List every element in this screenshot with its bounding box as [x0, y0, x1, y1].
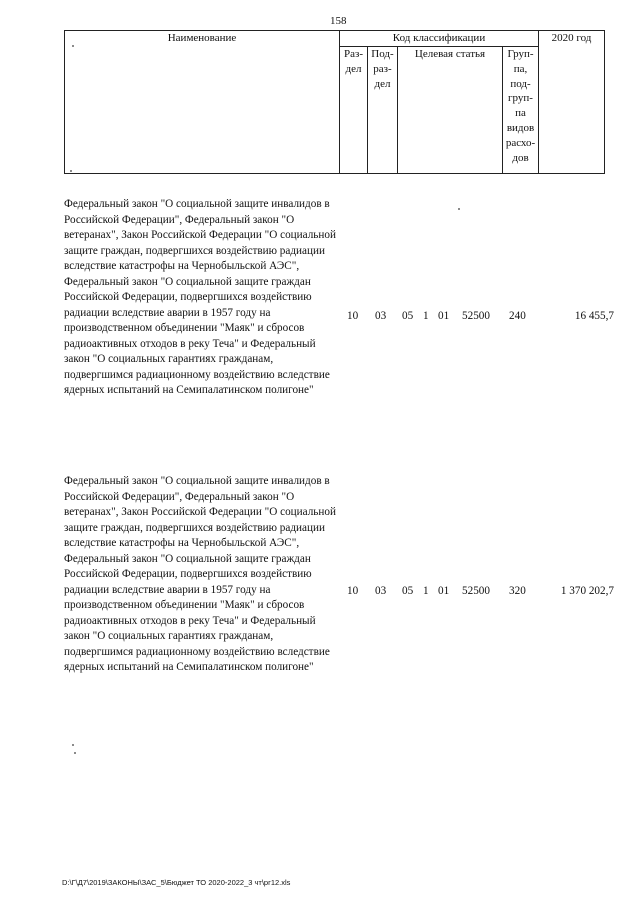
row-2-section: 10 [347, 585, 359, 597]
row-2-expense-type: 320 [509, 585, 526, 597]
row-1-article-1: 05 [402, 310, 414, 322]
row-1-codes [0, 310, 640, 326]
row-1-amount: 16 455,7 [574, 310, 614, 322]
file-path-footer: D:\Г\Д7\2019\ЗАКОНЫ\ЗАС_5\Бюджет ТО 2020-2022_3 чт\рг12.xls [62, 878, 291, 887]
page-number: 158 [330, 15, 347, 27]
scan-speck [74, 752, 76, 754]
scan-speck [70, 170, 72, 172]
header-expense-group: Груп- па, под- груп- па видов расхо- дов [503, 46, 539, 173]
row-1-expense-type: 240 [509, 310, 526, 322]
row-1-article-3: 01 [438, 310, 450, 322]
table-header [64, 30, 605, 174]
scan-speck [458, 208, 460, 210]
header-subsection: Под- раз- дел [368, 46, 398, 173]
row-1-section: 10 [347, 310, 359, 322]
row-2-article-1: 05 [402, 585, 414, 597]
row-2-codes [0, 585, 640, 601]
header-classification-code: Код классификации [340, 31, 539, 47]
header-section: Раз- дел [340, 46, 368, 173]
row-2-amount: 1 370 202,7 [560, 585, 614, 597]
row-1-article-4: 52500 [462, 310, 490, 322]
scan-speck [72, 744, 74, 746]
header-name: Наименование [65, 31, 340, 174]
row-2-article-4: 52500 [462, 585, 490, 597]
row-2-subsection: 03 [375, 585, 387, 597]
scan-speck [72, 45, 74, 47]
row-1-article-2: 1 [423, 310, 429, 322]
row-1-name: Федеральный закон "О социальной защите инвалидов в Российской Федерации", Федеральный закон "О ветеранах", Закон Российской Федерации "О социальной защите граждан, подвергшихся воздействию радиации вследствие катастрофы на Чернобыльской АЭС", Федеральный закон "О социальной защите граждан Российской Федерации, подвергшихся воздействию радиации вследствие аварии в 1957 году на производственном объединении "Маяк" и сбросов радиоактивных отходов в реку Теча" и Федеральный закон "О социальных гарантиях гражданам, подвергшимся радиационному воздействию вследствие ядерных испытаний на Семипалатинском полигоне" [64, 198, 336, 396]
row-2-article-2: 1 [423, 585, 429, 597]
row-1-subsection: 03 [375, 310, 387, 322]
row-2-name: Федеральный закон "О социальной защите инвалидов в Российской Федерации", Федеральный закон "О ветеранах", Закон Российской Федерации "О социальной защите граждан, подвергшихся воздействию радиации вследствие катастрофы на Чернобыльской АЭС", Федеральный закон "О социальной защите граждан Российской Федерации, подвергшихся воздействию радиации вследствие аварии в 1957 году на производственном объединении "Маяк" и сбросов радиоактивных отходов в реку Теча" и Федеральный закон "О социальных гарантиях гражданам, подвергшимся радиационному воздействию вследствие ядерных испытаний на Семипалатинском полигоне" [64, 475, 336, 673]
header-year: 2020 год [539, 31, 605, 174]
row-2-article-3: 01 [438, 585, 450, 597]
header-target-article: Целевая статья [398, 46, 503, 173]
